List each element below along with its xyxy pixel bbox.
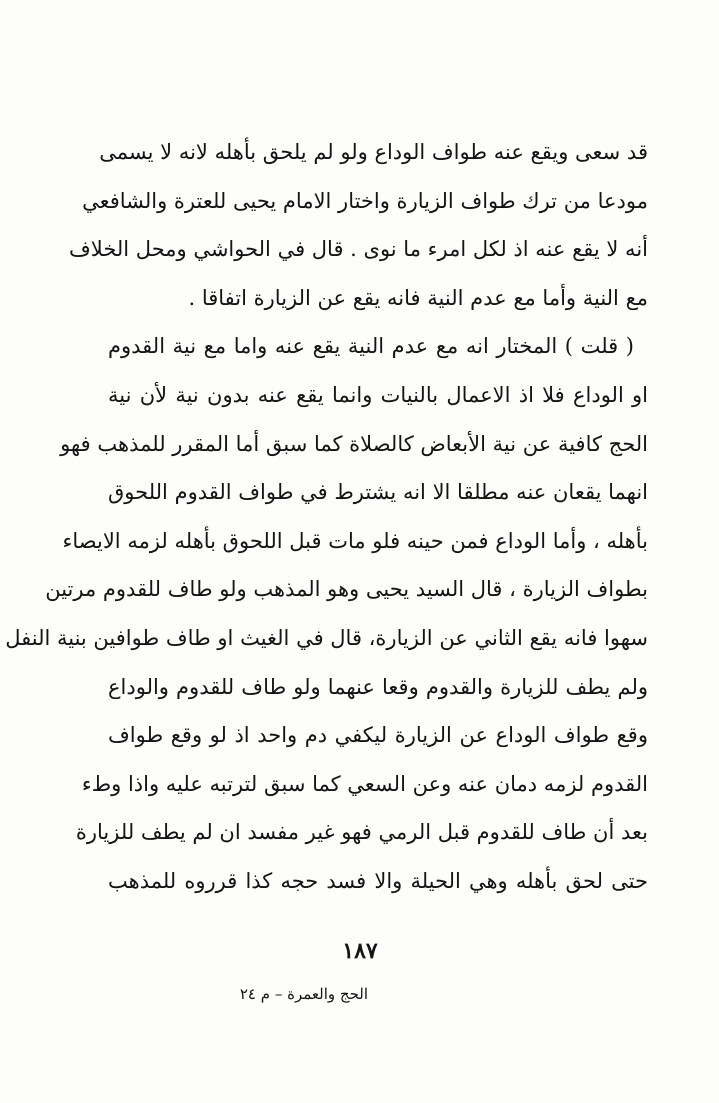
- text-line-9: بأهله ، وأما الوداع فمن حينه فلو مات قبل اللحوق بأهله لزمه الايصاء: [62, 528, 648, 553]
- text-line-12: ولم يطف للزيارة والقدوم وقعا عنهما ولو طاف للقدوم والوداع: [108, 674, 648, 699]
- body-text: [5, 128, 648, 906]
- text-line-7: الحج كافية عن نية الأبعاض كالصلاة كما سبق أما المقرر للمذهب فهو: [60, 431, 648, 456]
- text-line-13: وقع طواف الوداع عن الزيارة ليكفي دم واحد اذ لو وقع طواف: [108, 723, 648, 748]
- text-line-10: بطواف الزيارة ، قال السيد يحيى وهو المذهب ولو طاف للقدوم مرتين: [45, 577, 648, 602]
- text-line-15: بعد أن طاف للقدوم قبل الرمي فهو غير مفسد ان لم يطف للزيارة: [75, 820, 648, 845]
- text-line-4: مع النية وأما مع عدم النية فانه يقع عن الزيارة اتفاقا .: [188, 285, 648, 310]
- page-number: ١٨٧: [342, 938, 378, 964]
- text-line-11: سهوا فانه يقع الثاني عن الزيارة، قال في الغيث او طاف طوافين بنية النفل: [5, 625, 648, 650]
- text-line-14: القدوم لزمه دمان عنه وعن السعي كما سبق لترتبه عليه واذا وطء: [81, 771, 648, 796]
- text-line-5: ( قلت ) المختار انه مع عدم النية يقع عنه واما مع نية القدوم: [108, 334, 634, 359]
- text-line-1: قد سعى ويقع عنه طواف الوداع ولو لم يلحق بأهله لانه لا يسمى: [99, 140, 648, 164]
- text-line-8: انهما يقعان عنه مطلقا الا انه يشترط في طواف القدوم اللحوق: [108, 480, 648, 505]
- text-line-3: أنه لا يقع عنه اذ لكل امرء ما نوى . قال في الحواشي ومحل الخلاف: [69, 237, 648, 262]
- footer-signature: الحج والعمرة – م ٢٤: [239, 985, 368, 1003]
- text-line-2: مودعا من ترك طواف الزيارة واختار الامام يحيى للعترة والشافعي: [82, 188, 648, 213]
- text-line-6: او الوداع فلا اذ الاعمال بالنيات وانما يقع عنه بدون نية لأن نية: [108, 382, 648, 407]
- text-line-16: حتى لحق بأهله وهي الحيلة والا فسد حجه كذا قرروه للمذهب: [108, 868, 648, 893]
